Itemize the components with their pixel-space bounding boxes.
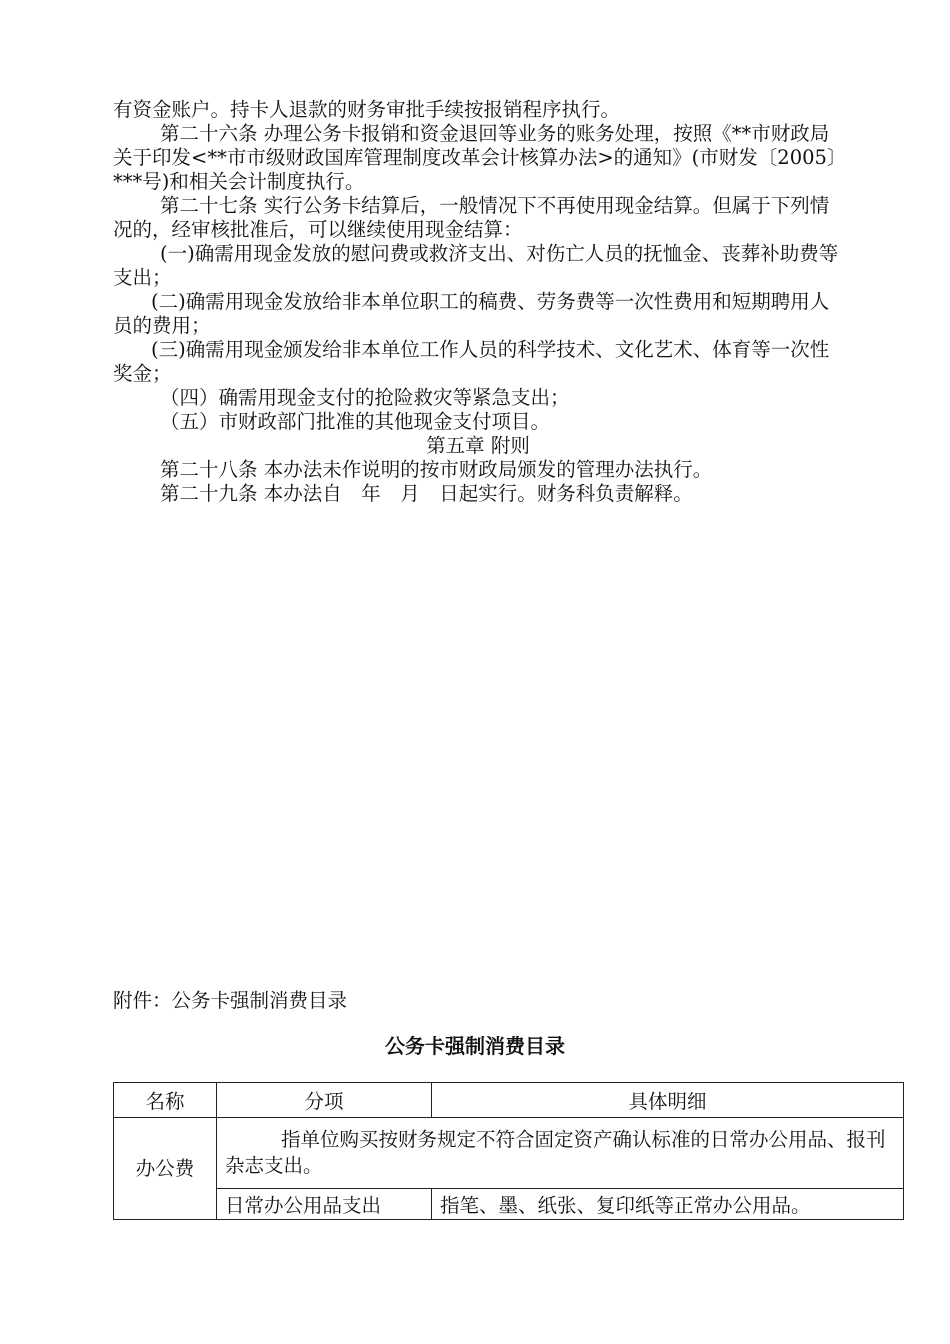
header-name: 名称 (114, 1083, 217, 1118)
detail-cell: 指笔、墨、纸张、复印纸等正常办公用品。 (432, 1189, 904, 1220)
subitem-cell: 日常办公用品支出 (217, 1189, 432, 1220)
body-text (113, 98, 843, 506)
chapter-heading: 第五章 附则 (426, 434, 530, 457)
category-cell: 办公费 (114, 1118, 217, 1220)
article-26: 第二十六条 办理公务卡报销和资金退回等业务的账务处理，按照《**市财政局关于印发<**市市级财政国库管理制度改革会计核算办法>的通知》(市财发〔2005〕***号)和相关会计制度执行。 (113, 122, 837, 193)
header-subitem: 分项 (217, 1083, 432, 1118)
list-item-3: (三)确需用现金颁发给非本单位工作人员的科学技术、文化艺术、体育等一次性奖金； (113, 338, 830, 385)
expense-catalog-table (113, 1082, 904, 1220)
list-item-4: （四）确需用现金支付的抢险救灾等紧急支出； (160, 386, 570, 409)
table-row (114, 1189, 904, 1220)
table-header-row (114, 1083, 904, 1118)
list-item-1: (一)确需用现金发放的慰问费或救济支出、对伤亡人员的抚恤金、丧葬补助费等支出； (113, 242, 839, 289)
table-row (114, 1118, 904, 1189)
article-28: 第二十八条 本办法未作说明的按市财政局颁发的管理办法执行。 (160, 458, 713, 481)
paragraph: 有资金账户。持卡人退款的财务审批手续按报销程序执行。 (113, 98, 621, 121)
header-detail: 具体明细 (432, 1083, 904, 1118)
article-29: 第二十九条 本办法自 年 月 日起实行。财务科负责解释。 (160, 482, 693, 505)
attachment-label: 附件：公务卡强制消费目录 (113, 989, 348, 1012)
list-item-5: （五）市财政部门批准的其他现金支付项目。 (160, 410, 551, 433)
table-title: 公务卡强制消费目录 (385, 1034, 565, 1058)
category-description: 指单位购买按财务规定不符合固定资产确认标准的日常办公用品、报刊杂志支出。 (217, 1118, 904, 1189)
list-item-2: (二)确需用现金发放给非本单位职工的稿费、劳务费等一次性费用和短期聘用人员的费用； (113, 290, 830, 337)
article-27: 第二十七条 实行公务卡结算后，一般情况下不再使用现金结算。但属于下列情况的，经审核批准后，可以继续使用现金结算： (113, 194, 830, 241)
